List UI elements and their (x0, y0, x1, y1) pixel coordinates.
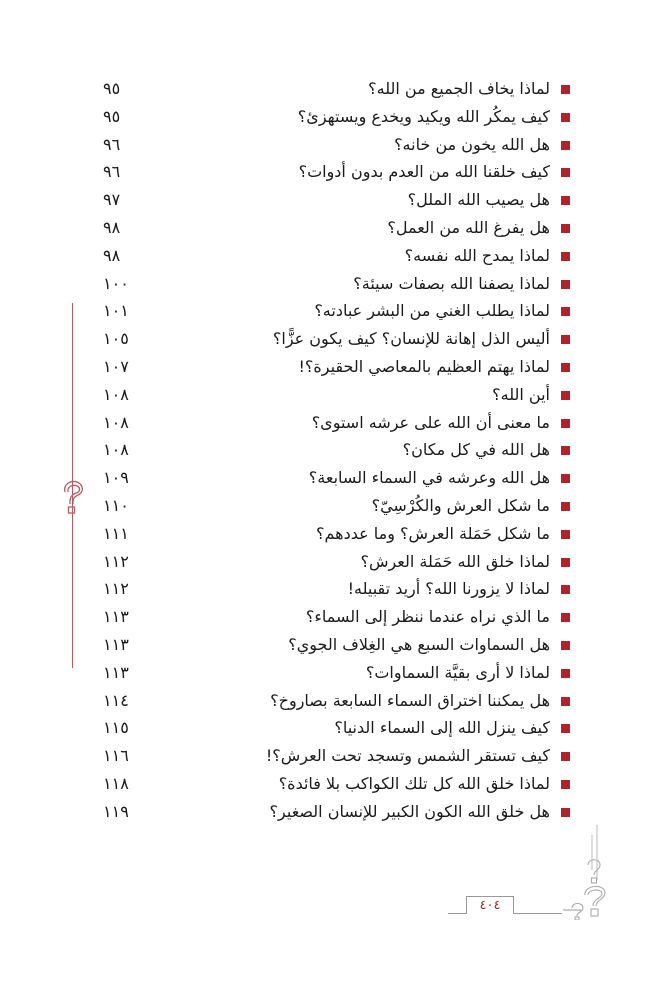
toc-entry-title: هل يصيب الله الملل؟ (407, 190, 550, 210)
square-bullet-icon (561, 280, 570, 289)
toc-entry-title: ما الذي نراه عندما ننظر إلى السماء؟ (305, 607, 550, 627)
toc-entry (95, 466, 570, 494)
toc-entry (95, 522, 570, 550)
toc-entry-page: ١١٣ (103, 607, 129, 627)
toc-entry (95, 438, 570, 466)
toc-entry-title: كيف تستقر الشمس وتسجد تحت العرش؟! (265, 746, 550, 766)
toc-entry-page: ١٠١ (103, 301, 129, 321)
toc-entry-page: ١٠٨ (103, 440, 129, 460)
toc-entry-page: ١٠٨ (103, 412, 129, 432)
toc-entry (95, 800, 570, 828)
toc-entry-title: هل الله وعرشه في السماء السابعة؟ (308, 468, 550, 488)
toc-entry-title: لماذا يطلب الغني من البشر عبادته؟ (314, 301, 550, 321)
toc-entry (95, 633, 570, 661)
toc-entry (95, 744, 570, 772)
toc-entry-page: ٩٥ (103, 106, 121, 126)
toc-entry-title: لماذا لا يزورنا الله؟ أريد تقبيله! (347, 579, 550, 599)
toc-entry-title: لماذا يصفنا الله بصفات سيئة؟ (353, 273, 550, 293)
toc-entry-title: ما شكل العرش والكُرْسِيّ؟ (371, 495, 550, 515)
square-bullet-icon (561, 419, 570, 428)
table-of-contents (95, 77, 570, 828)
toc-entry-page: ١١٢ (103, 551, 129, 571)
toc-entry (95, 77, 570, 105)
toc-entry (95, 494, 570, 522)
square-bullet-icon (561, 363, 570, 372)
toc-entry-title: هل الله في كل مكان؟ (402, 440, 550, 460)
toc-entry-page: ٩٧ (103, 190, 121, 210)
toc-entry (95, 716, 570, 744)
square-bullet-icon (561, 335, 570, 344)
toc-entry-title: أليس الذل إهانة للإنسان؟ كيف يكون عزًّا؟ (272, 329, 550, 349)
toc-entry (95, 105, 570, 133)
square-bullet-icon (561, 780, 570, 789)
toc-entry-title: لماذا يهتم العظيم بالمعاصي الحقيرة؟! (298, 356, 550, 376)
toc-entry-page: ١١٠ (103, 495, 129, 515)
toc-entry-page: ٩٨ (103, 245, 121, 265)
square-bullet-icon (561, 808, 570, 817)
square-bullet-icon (561, 752, 570, 761)
toc-entry-page: ١١٣ (103, 662, 129, 682)
toc-entry (95, 188, 570, 216)
toc-entry-title: لماذا خلق الله كل تلك الكواكب بلا فائدة؟ (278, 773, 550, 793)
toc-entry-title: كيف يمكُر الله ويكيد ويخدع ويستهزئ؟ (297, 106, 550, 126)
square-bullet-icon (561, 585, 570, 594)
toc-entry-page: ١١٨ (103, 773, 129, 793)
toc-entry (95, 216, 570, 244)
toc-entry (95, 689, 570, 717)
toc-entry-page: ١١٢ (103, 579, 129, 599)
toc-entry (95, 160, 570, 188)
square-bullet-icon (561, 391, 570, 400)
square-bullet-icon (561, 307, 570, 316)
question-marks-cluster-icon (555, 820, 625, 920)
toc-entry (95, 299, 570, 327)
toc-entry-title: لماذا لا أرى بقيَّة السماوات؟ (365, 662, 550, 682)
square-bullet-icon (561, 502, 570, 511)
square-bullet-icon (561, 697, 570, 706)
toc-entry-title: أين الله؟ (492, 384, 550, 404)
toc-entry-page: ١٠٨ (103, 384, 129, 404)
square-bullet-icon (561, 558, 570, 567)
toc-entry-page: ٩٦ (103, 134, 121, 154)
toc-entry-title: لماذا خلق الله حَمَلة العرش؟ (360, 551, 550, 571)
toc-entry (95, 605, 570, 633)
square-bullet-icon (561, 168, 570, 177)
toc-entry (95, 327, 570, 355)
square-bullet-icon (561, 141, 570, 150)
square-bullet-icon (561, 530, 570, 539)
toc-entry (95, 550, 570, 578)
toc-entry (95, 661, 570, 689)
toc-entry (95, 411, 570, 439)
toc-entry-title: هل خلق الله الكون الكبير للإنسان الصغير؟ (269, 801, 550, 821)
square-bullet-icon (561, 474, 570, 483)
square-bullet-icon (561, 252, 570, 261)
toc-entry-page: ١٠٩ (103, 468, 129, 488)
toc-entry-page: ١١٩ (103, 801, 129, 821)
toc-entry (95, 577, 570, 605)
page-number: ٤٠٤ (466, 896, 514, 914)
toc-entry-title: لماذا يخاف الجميع من الله؟ (368, 79, 550, 98)
square-bullet-icon (561, 613, 570, 622)
toc-entry-page: ٩٦ (103, 162, 121, 182)
square-bullet-icon (561, 669, 570, 678)
square-bullet-icon (561, 724, 570, 733)
toc-entry (95, 244, 570, 272)
footer-rule-left (448, 913, 468, 914)
toc-entry-page: ١١٥ (103, 718, 129, 738)
square-bullet-icon (561, 85, 570, 94)
toc-entry-page: ١١٣ (103, 634, 129, 654)
toc-entry-title: كيف خلقنا الله من العدم بدون أدوات؟ (298, 162, 550, 182)
square-bullet-icon (561, 224, 570, 233)
toc-entry-title: هل يمكننا اختراق السماء السابعة بصاروخ؟ (270, 690, 550, 710)
toc-entry-title: ما شكل حَمَلة العرش؟ وما عددهم؟ (316, 523, 550, 543)
toc-entry-title: كيف ينزل الله إلى السماء الدنيا؟ (334, 718, 550, 738)
toc-entry-title: هل السماوات السبع هي الغِلاف الجوي؟ (288, 634, 550, 654)
toc-entry-page: ١٠٥ (103, 329, 129, 349)
square-bullet-icon (561, 113, 570, 122)
toc-entry (95, 272, 570, 300)
toc-entry (95, 133, 570, 161)
toc-entry (95, 383, 570, 411)
toc-entry (95, 355, 570, 383)
question-mark-icon (59, 478, 87, 522)
toc-entry-page: ١٠٧ (103, 356, 129, 376)
toc-entry-page: ١١٤ (103, 690, 129, 710)
toc-entry-title: لماذا يمدح الله نفسه؟ (404, 245, 550, 265)
toc-entry-page: ١١٦ (103, 746, 129, 766)
toc-entry-title: ما معنى أن الله على عرشه استوى؟ (311, 412, 550, 432)
toc-entry-title: هل الله يخون من خانه؟ (394, 134, 550, 154)
toc-entry (95, 772, 570, 800)
toc-entry-page: ١٠٠ (103, 273, 129, 293)
square-bullet-icon (561, 446, 570, 455)
toc-entry-page: ٩٥ (103, 79, 121, 98)
square-bullet-icon (561, 641, 570, 650)
square-bullet-icon (561, 196, 570, 205)
toc-entry-title: هل يفرغ الله من العمل؟ (387, 217, 550, 237)
toc-entry-page: ٩٨ (103, 217, 121, 237)
toc-entry-page: ١١١ (103, 523, 129, 543)
